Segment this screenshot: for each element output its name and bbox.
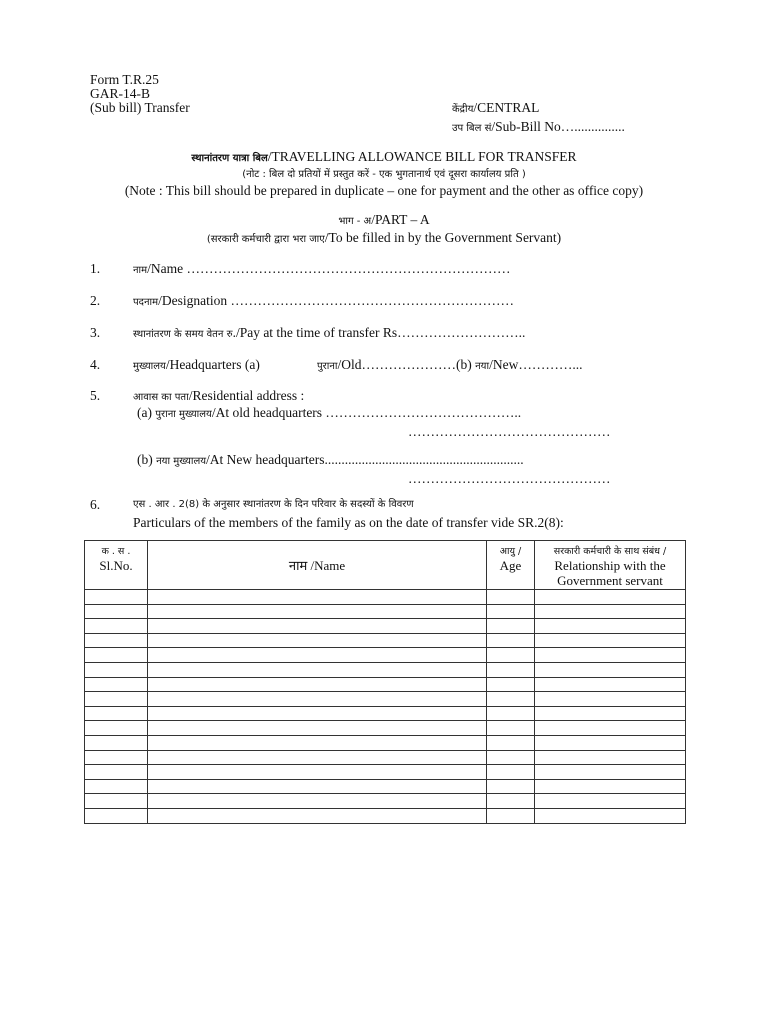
field-number-2: 2. bbox=[90, 293, 101, 308]
part-heading-hindi: भाग - अ bbox=[338, 216, 372, 227]
column-name bbox=[148, 541, 487, 590]
old-english: /Old…………………(b) bbox=[337, 357, 472, 372]
cell-relationship[interactable] bbox=[535, 779, 686, 794]
cell-age[interactable] bbox=[487, 721, 535, 736]
new-headquarters-address-line2[interactable]: ……………………………………… bbox=[408, 471, 611, 486]
residential-address-hindi: आवास का पता bbox=[133, 392, 189, 403]
cell-relationship[interactable] bbox=[535, 721, 686, 736]
table-row bbox=[85, 794, 686, 809]
note-hindi: (नोट : बिल दो प्रतियों में प्रस्तुत करें - एक भुगतानार्थ एवं दूसरा कार्यालय प्रति ) bbox=[242, 169, 526, 180]
old-hindi: पुराना bbox=[317, 361, 338, 372]
cell-age[interactable] bbox=[487, 677, 535, 692]
column-age bbox=[487, 541, 535, 590]
table-row bbox=[85, 604, 686, 619]
table-row bbox=[85, 721, 686, 736]
table-row bbox=[85, 765, 686, 780]
cell-name[interactable] bbox=[148, 604, 487, 619]
table-row bbox=[85, 619, 686, 634]
cell-name[interactable] bbox=[148, 706, 487, 721]
family-particulars-english: Particulars of the members of the family as on the date of transfer vide SR.2(8): bbox=[133, 515, 564, 530]
cell-relationship[interactable] bbox=[535, 808, 686, 823]
designation-field-hindi: पदनाम bbox=[133, 297, 159, 308]
cell-name[interactable] bbox=[148, 590, 487, 605]
headquarters-field-english: /Headquarters (a) bbox=[165, 357, 260, 372]
cell-name[interactable] bbox=[148, 648, 487, 663]
headquarters-field-hindi: मुख्यालय bbox=[133, 361, 166, 372]
pay-field-english: ./Pay at the time of transfer Rs……………………….. bbox=[232, 325, 526, 340]
new-hq-english: /At New headquarters........................................................... bbox=[206, 452, 524, 467]
column-relationship-english: Relationship with the Government servant bbox=[554, 558, 666, 588]
cell-age[interactable] bbox=[487, 808, 535, 823]
cell-sl-no[interactable] bbox=[85, 604, 148, 619]
sub-bill-number-english: /Sub-Bill No…............... bbox=[491, 119, 625, 134]
residential-address-label bbox=[133, 389, 304, 404]
cell-age[interactable] bbox=[487, 692, 535, 707]
cell-sl-no[interactable] bbox=[85, 706, 148, 721]
family-members-table bbox=[84, 540, 686, 824]
cell-sl-no[interactable] bbox=[85, 779, 148, 794]
new-hq-hindi: नया मुख्यालय bbox=[156, 456, 207, 467]
designation-field-english: /Designation ……………………………………………………… bbox=[158, 293, 514, 308]
cell-name[interactable] bbox=[148, 765, 487, 780]
column-sl-no-hindi: क . स . bbox=[101, 546, 131, 557]
column-sl-no bbox=[85, 541, 148, 590]
cell-age[interactable] bbox=[487, 604, 535, 619]
table-row bbox=[85, 750, 686, 765]
table-row bbox=[85, 692, 686, 707]
table-row bbox=[85, 735, 686, 750]
column-relationship-hindi: सरकारी कर्मचारी के साथ संबंध / bbox=[553, 546, 667, 557]
new-hq-prefix: (b) bbox=[137, 452, 153, 467]
column-age-english: Age bbox=[499, 558, 522, 573]
cell-age[interactable] bbox=[487, 779, 535, 794]
cell-sl-no[interactable] bbox=[85, 677, 148, 692]
cell-sl-no[interactable] bbox=[85, 721, 148, 736]
cell-age[interactable] bbox=[487, 662, 535, 677]
cell-relationship[interactable] bbox=[535, 765, 686, 780]
cell-age[interactable] bbox=[487, 706, 535, 721]
cell-relationship[interactable] bbox=[535, 604, 686, 619]
old-hq-english: /At old headquarters …………………………………….. bbox=[211, 405, 522, 420]
cell-age[interactable] bbox=[487, 765, 535, 780]
table-row bbox=[85, 706, 686, 721]
cell-name[interactable] bbox=[148, 779, 487, 794]
cell-name[interactable] bbox=[148, 808, 487, 823]
cell-name[interactable] bbox=[148, 735, 487, 750]
cell-sl-no[interactable] bbox=[85, 750, 148, 765]
cell-name[interactable] bbox=[148, 750, 487, 765]
old-hq-prefix: (a) bbox=[137, 405, 152, 420]
table-row bbox=[85, 662, 686, 677]
cell-age[interactable] bbox=[487, 648, 535, 663]
field-number-5: 5. bbox=[90, 388, 101, 403]
cell-name[interactable] bbox=[148, 692, 487, 707]
cell-relationship[interactable] bbox=[535, 619, 686, 634]
cell-relationship[interactable] bbox=[535, 794, 686, 809]
cell-name[interactable] bbox=[148, 619, 487, 634]
cell-sl-no[interactable] bbox=[85, 735, 148, 750]
family-particulars-hindi: एस . आर . 2(8) के अनुसार स्थानांतरण के दिन परिवार के सदस्यों के विवरण bbox=[133, 499, 414, 510]
cell-name[interactable] bbox=[148, 677, 487, 692]
cell-relationship[interactable] bbox=[535, 590, 686, 605]
part-subheading bbox=[0, 231, 768, 246]
name-field-english: /Name ……………………………………………………………… bbox=[147, 261, 511, 276]
cell-relationship[interactable] bbox=[535, 662, 686, 677]
new-hindi: नया bbox=[475, 361, 490, 372]
residential-address-english: /Residential address : bbox=[188, 388, 305, 403]
form-number: Form T.R.25 bbox=[90, 72, 159, 87]
cell-age[interactable] bbox=[487, 590, 535, 605]
column-sl-no-english: Sl.No. bbox=[99, 558, 133, 573]
cell-sl-no[interactable] bbox=[85, 633, 148, 648]
note-english: (Note : This bill should be prepared in duplicate – one for payment and the other as office copy) bbox=[124, 183, 644, 198]
cell-sl-no[interactable] bbox=[85, 590, 148, 605]
cell-age[interactable] bbox=[487, 794, 535, 809]
cell-relationship[interactable] bbox=[535, 750, 686, 765]
column-name-label: नाम /Name bbox=[288, 557, 346, 573]
cell-relationship[interactable] bbox=[535, 735, 686, 750]
central-label-english: /CENTRAL bbox=[473, 100, 540, 115]
table-row bbox=[85, 633, 686, 648]
cell-age[interactable] bbox=[487, 735, 535, 750]
cell-relationship[interactable] bbox=[535, 692, 686, 707]
family-members-rows bbox=[85, 590, 686, 824]
field-number-1: 1. bbox=[90, 261, 101, 276]
cell-age[interactable] bbox=[487, 633, 535, 648]
new-english: /New…………... bbox=[489, 357, 583, 372]
cell-sl-no[interactable] bbox=[85, 662, 148, 677]
name-field-hindi: नाम bbox=[133, 265, 148, 276]
table-row bbox=[85, 648, 686, 663]
cell-name[interactable] bbox=[148, 794, 487, 809]
column-age-hindi: आयु / bbox=[499, 546, 522, 557]
part-subheading-hindi: (सरकारी कर्मचारी द्वारा भरा जाए bbox=[206, 234, 325, 245]
cell-age[interactable] bbox=[487, 750, 535, 765]
cell-age[interactable] bbox=[487, 619, 535, 634]
name-field[interactable] bbox=[133, 262, 511, 277]
cell-sl-no[interactable] bbox=[85, 619, 148, 634]
cell-sl-no[interactable] bbox=[85, 808, 148, 823]
old-hq-hindi: पुराना मुख्यालय bbox=[155, 409, 212, 420]
cell-relationship[interactable] bbox=[535, 648, 686, 663]
table-row bbox=[85, 779, 686, 794]
headquarters-old-new[interactable] bbox=[317, 358, 582, 373]
cell-relationship[interactable] bbox=[535, 633, 686, 648]
table-row bbox=[85, 590, 686, 605]
column-relationship bbox=[535, 541, 686, 590]
cell-sl-no[interactable] bbox=[85, 794, 148, 809]
cell-sl-no[interactable] bbox=[85, 765, 148, 780]
table-header-row bbox=[85, 541, 686, 590]
title-hindi: स्थानांतरण यात्रा बिल bbox=[191, 153, 268, 164]
central-label bbox=[452, 101, 539, 116]
central-label-hindi: केंद्रीय bbox=[452, 104, 474, 115]
cell-relationship[interactable] bbox=[535, 706, 686, 721]
cell-sl-no[interactable] bbox=[85, 692, 148, 707]
table-row bbox=[85, 808, 686, 823]
part-heading-english: /PART – A bbox=[371, 212, 430, 227]
gar-code: GAR-14-B bbox=[90, 86, 150, 101]
pay-field[interactable] bbox=[133, 326, 525, 341]
old-headquarters-address-line2[interactable]: ……………………………………… bbox=[408, 424, 611, 439]
headquarters-field bbox=[133, 358, 260, 373]
designation-field[interactable] bbox=[133, 294, 514, 309]
field-number-6: 6. bbox=[90, 497, 101, 512]
cell-relationship[interactable] bbox=[535, 677, 686, 692]
cell-name[interactable] bbox=[148, 633, 487, 648]
sub-bill-number-hindi: उप बिल सं bbox=[452, 123, 492, 134]
old-headquarters-address[interactable] bbox=[137, 406, 521, 421]
cell-sl-no[interactable] bbox=[85, 648, 148, 663]
table-row bbox=[85, 677, 686, 692]
new-headquarters-address[interactable] bbox=[137, 453, 524, 468]
cell-name[interactable] bbox=[148, 721, 487, 736]
cell-name[interactable] bbox=[148, 662, 487, 677]
pay-field-hindi: स्थानांतरण के समय वेतन रु bbox=[133, 329, 233, 340]
part-heading bbox=[0, 213, 768, 228]
sub-bill-type: (Sub bill) Transfer bbox=[90, 100, 190, 115]
document-title bbox=[0, 150, 768, 165]
title-english: /TRAVELLING ALLOWANCE BILL FOR TRANSFER bbox=[267, 149, 577, 164]
part-subheading-english: /To be filled in by the Government Servant) bbox=[324, 230, 562, 245]
sub-bill-number bbox=[452, 120, 625, 135]
field-number-3: 3. bbox=[90, 325, 101, 340]
field-number-4: 4. bbox=[90, 357, 101, 372]
